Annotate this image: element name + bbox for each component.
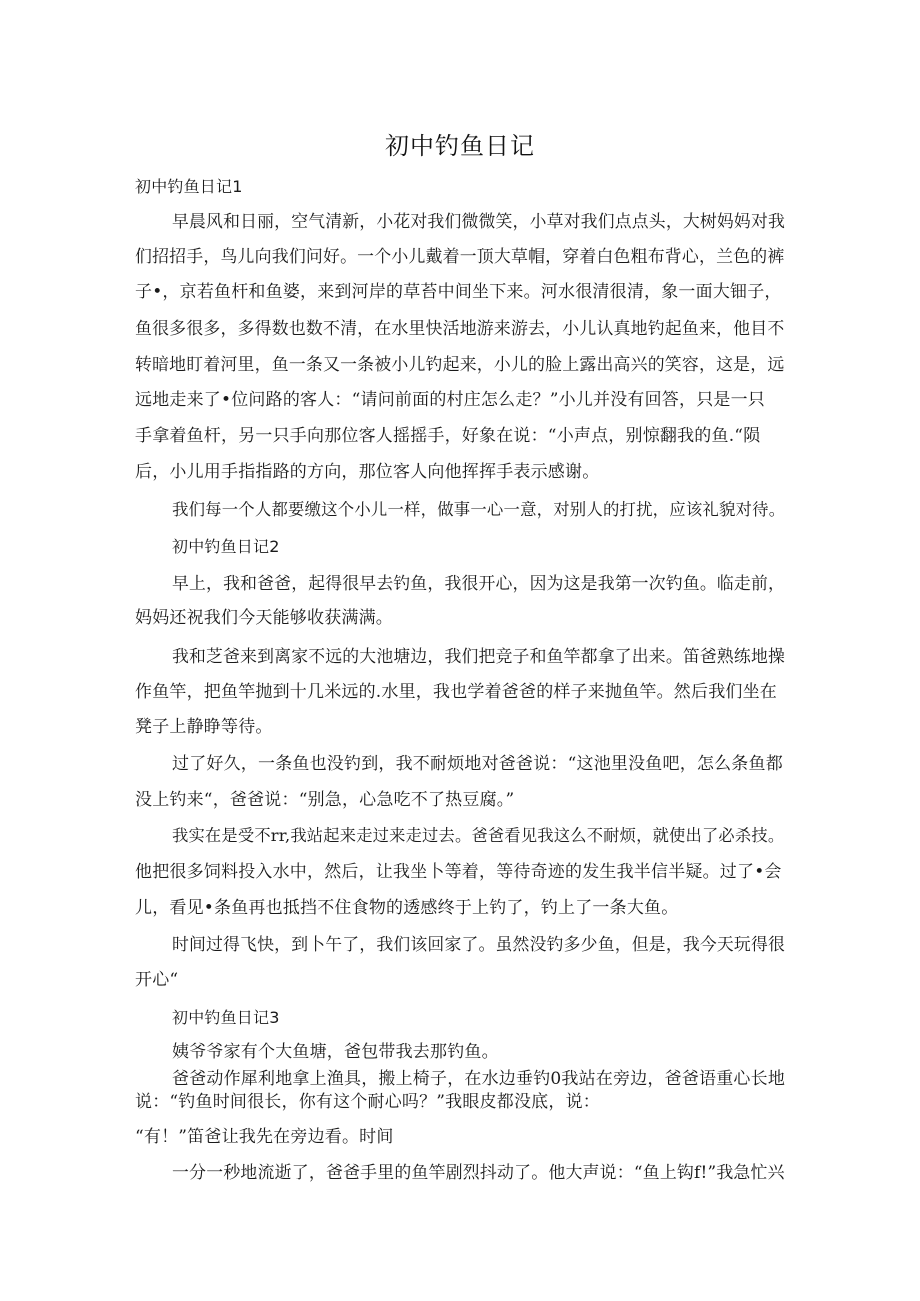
paragraph-line: 开心“ <box>135 970 179 990</box>
paragraph-line: 转暗地盯着河里，鱼一条又一条被小儿钓起来，小儿的脸上露出高兴的笑容，这是，远 <box>135 354 785 374</box>
paragraph-line: 早上，我和爸爸，起得很早去钓鱼，我很开心，因为这是我第一次钓鱼。临走前， <box>172 573 786 593</box>
paragraph-line: 妈妈还祝我们今天能够收获满满。 <box>135 608 393 628</box>
paragraph-line: 我们每一个人都要缴这个小儿一样，做事一心一意，对别人的打扰，应该礼貌对待。 <box>172 500 786 519</box>
paragraph-line: 远地走来了•位问路的客人：“请问前面的村庄怎么走？”小儿并没有回答，只是一只 <box>135 390 766 410</box>
document-title: 初中钓鱼日记 <box>385 132 535 160</box>
paragraph-line: 手拿着鱼杆，另一只手向那位客人摇摇手，好象在说：“小声点，别惊翻我的鱼.“陨 <box>135 426 761 446</box>
paragraph-line: 一分一秒地流逝了，爸爸手里的鱼竿剧烈抖动了。他大声说：“鱼上钩f!”我急忙兴 <box>172 1162 785 1182</box>
paragraph-line: 儿，看见•条鱼再也抵挡不住食物的透感终于上钓了，钓上了一条大鱼。 <box>135 898 679 918</box>
section-heading: 初中钓鱼日记3 <box>172 1008 280 1027</box>
paragraph-line: 我实在是受不rr,我站起来走过来走过去。爸爸看见我这么不耐烦，就使出了必杀技。 <box>172 826 785 845</box>
paragraph-line: 早晨风和日丽，空气清新，小花对我们微微笑，小草对我们点点头，大树妈妈对我 <box>172 211 786 231</box>
paragraph-line: 后，小儿用手指指路的方向，那位客人向他挥挥手表示感谢。 <box>135 462 600 482</box>
paragraph-line: 爸爸动作犀利地拿上渔具，搬上椅子，在水边垂钓0我站在旁边，爸爸语重心长地 <box>172 1069 786 1089</box>
paragraph-line: 他把很多饲料投入水中，然后，让我坐卜等着，等待奇迹的发生我半信半疑。过了•会 <box>135 862 782 882</box>
section-heading: 初中钓鱼日记1 <box>135 177 243 196</box>
paragraph-line: 凳子上静睁等待。 <box>135 717 273 737</box>
section-heading: 初中钓鱼日记2 <box>172 537 280 556</box>
paragraph-line: 我和芝爸来到离家不远的大池塘边，我们把竞子和鱼竿都拿了出来。笛爸熟练地操 <box>172 646 786 666</box>
paragraph-line: “有！”笛爸让我先在旁边看。时间 <box>135 1127 394 1147</box>
paragraph-line: 时间过得飞快，到卜午了，我们该回家了。虽然没钓多少鱼，但是，我今天玩得很 <box>172 934 786 954</box>
paragraph-line: 鱼很多很多，多得数也数不清，在水里快活地游来游去，小儿认真地钓起鱼来，他目不 <box>135 318 785 338</box>
paragraph-line: 们招招手，鸟儿向我们问好。一个小儿戴着一顶大草帽，穿着白色粗布背心，兰色的裤 <box>135 246 785 266</box>
paragraph-line: 过了好久，一条鱼也没钓到，我不耐烦地对爸爸说：“这池里没鱼吧，怎么条鱼都 <box>172 754 783 774</box>
paragraph-line: 作鱼竿，把鱼竿抛到十几米远的.水里，我也学着爸爸的样子来抛鱼竿。然后我们坐在 <box>135 682 778 702</box>
paragraph-line: 子•，京若鱼杆和鱼婆，来到河岸的草苔中间坐下来。河水很清很清，象一面大钿子， <box>135 282 782 302</box>
paragraph-line: 说：“钓鱼时间很长，你有这个耐心吗？”我眼皮都没底，说： <box>135 1092 600 1112</box>
paragraph-line: 没上钓来“，爸爸说：“别急，心急吃不了热豆腐。” <box>135 790 515 810</box>
paragraph-line: 姨爷爷家有个大鱼塘，爸包带我去那钓鱼。 <box>172 1042 499 1062</box>
